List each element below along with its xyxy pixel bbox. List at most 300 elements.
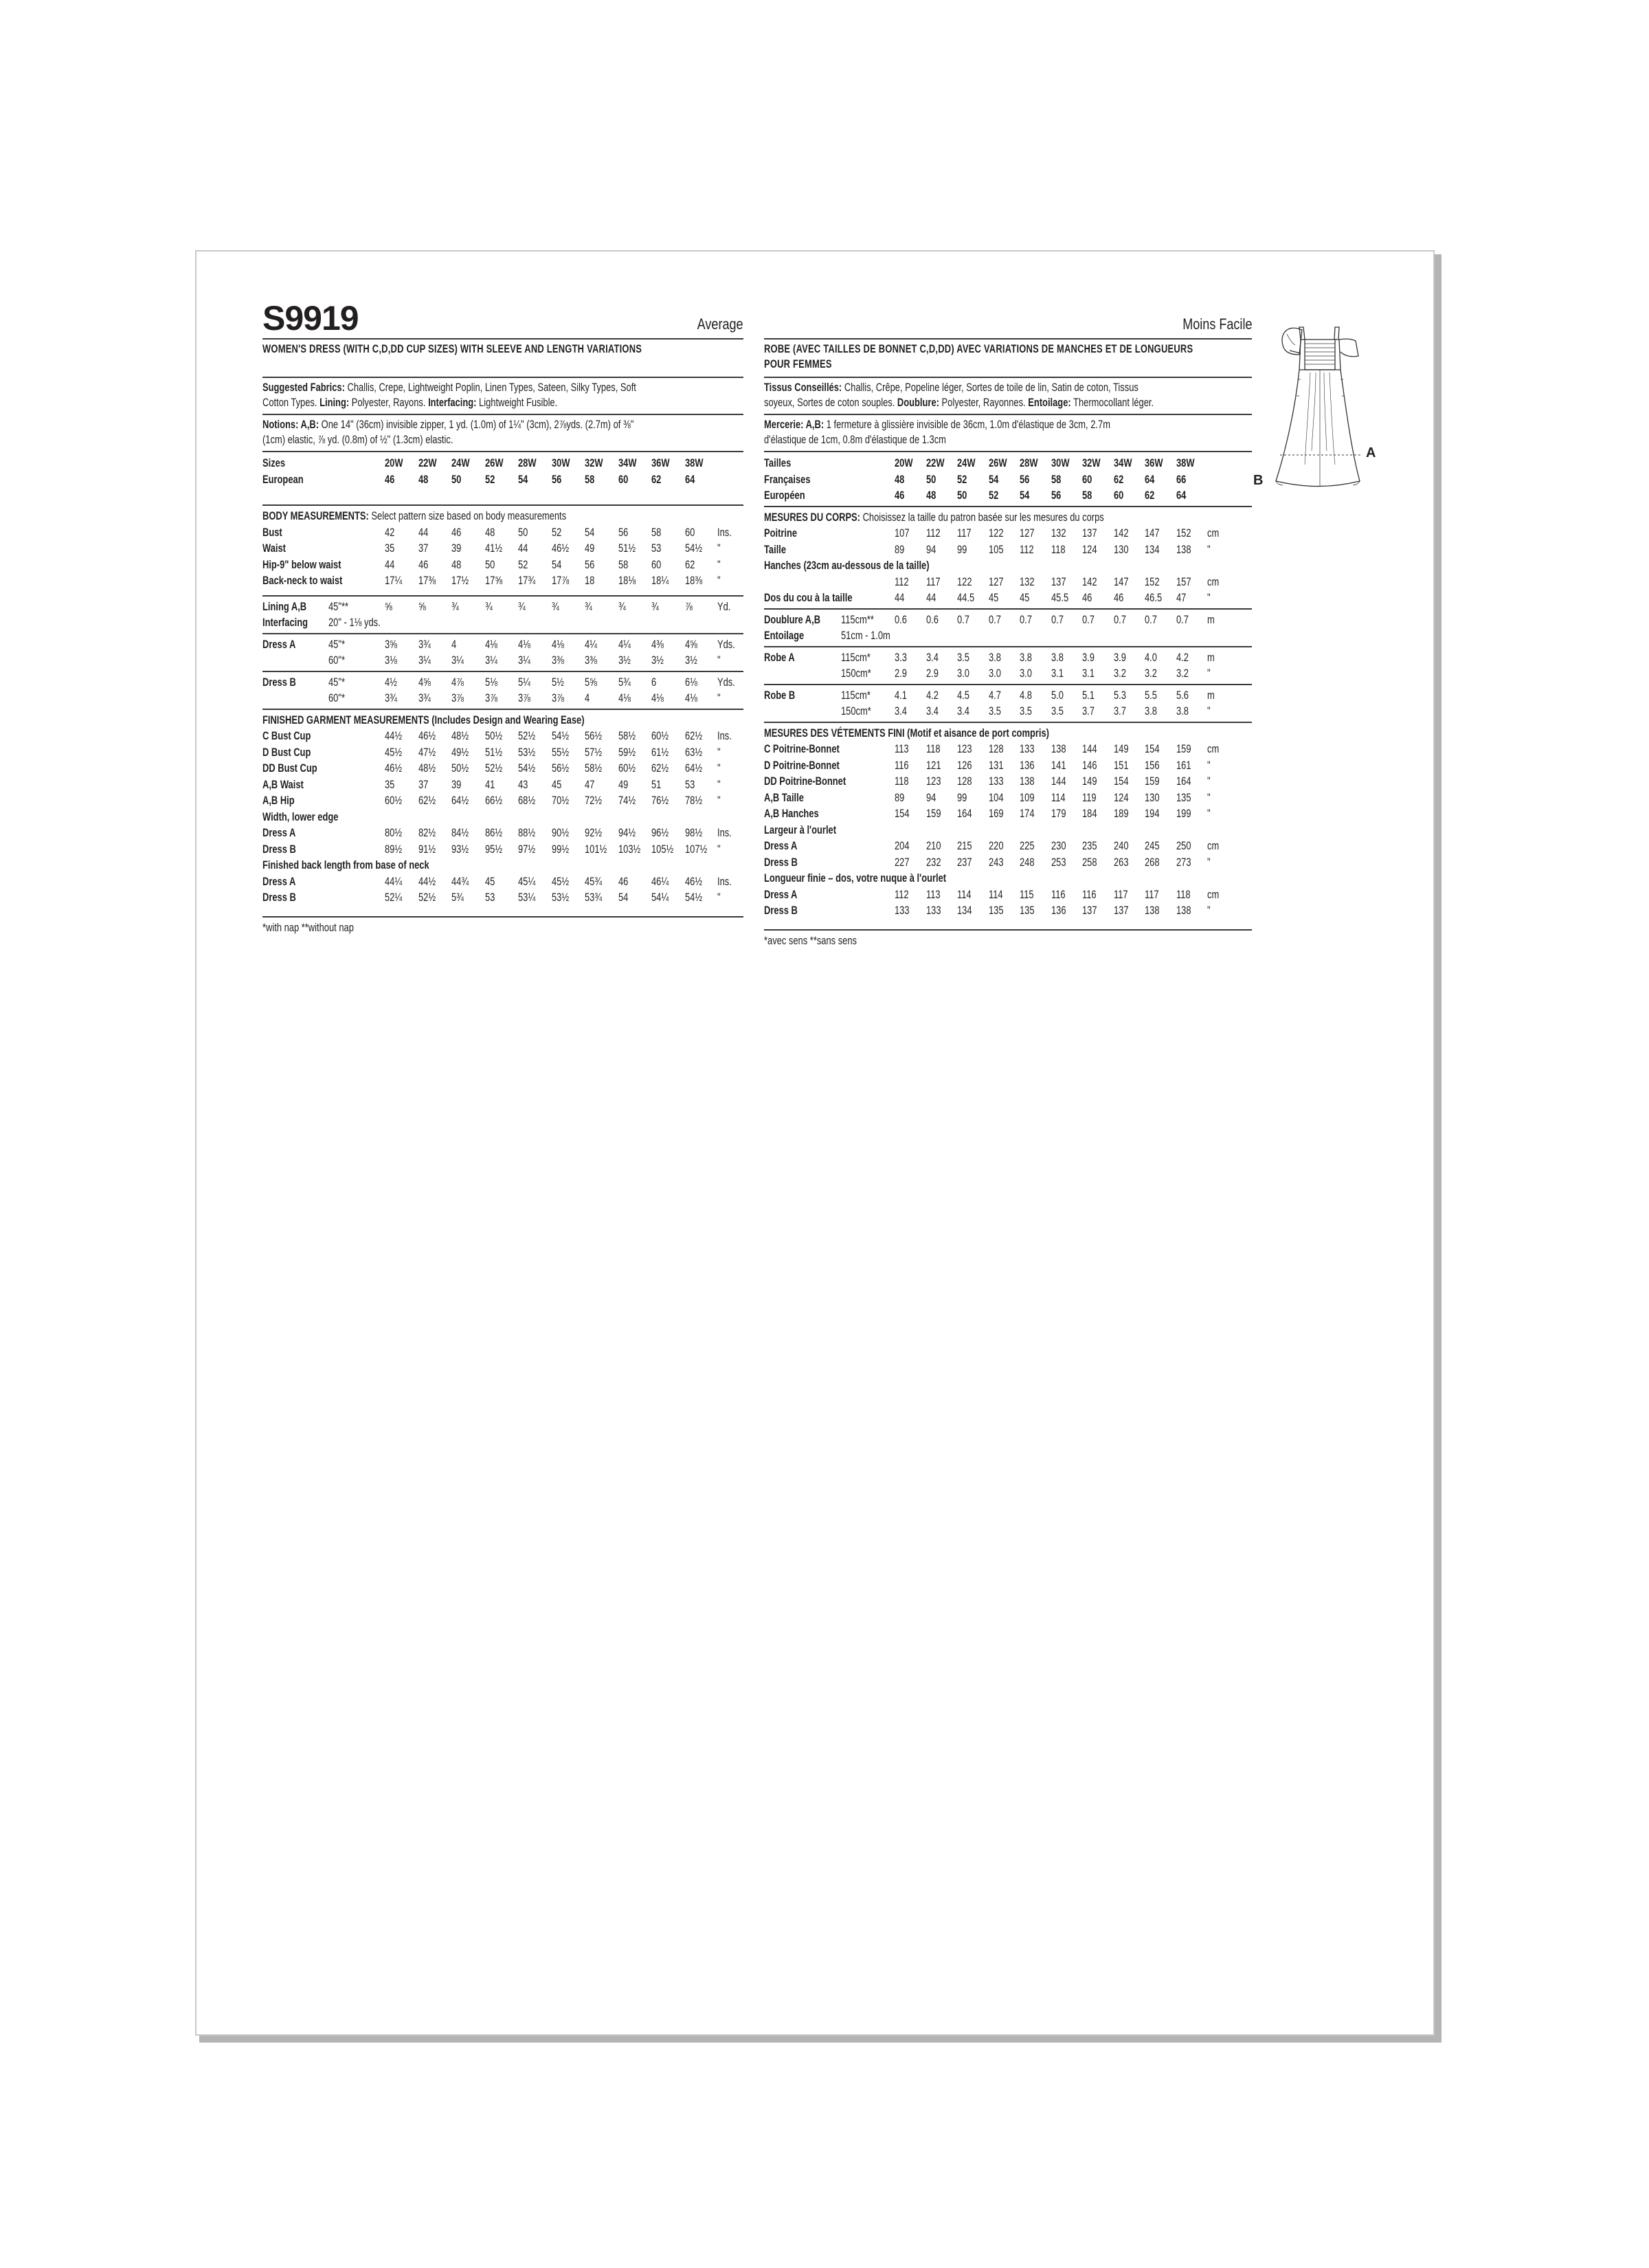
table-cell: 6 <box>651 675 657 689</box>
table-cell: 124 <box>1113 790 1129 804</box>
row-label: Lining A,B <box>262 599 307 613</box>
table-cell: 99 <box>957 542 967 556</box>
unit-label: " <box>1207 904 1211 917</box>
table-cell: 62½ <box>651 761 669 775</box>
table-cell: 273 <box>1176 855 1191 869</box>
table-cell: 53¼ <box>518 891 536 904</box>
table-cell: 0.7 <box>1020 612 1032 626</box>
table-cell: 4⅛ <box>651 691 664 704</box>
row-label: Back-neck to waist <box>262 574 343 587</box>
table-cell: 28W <box>1020 456 1038 469</box>
table-cell: 3.1 <box>1082 667 1095 680</box>
table-cell: ⅞ <box>684 599 693 613</box>
table-cell: 105½ <box>651 842 674 856</box>
fabric-width: 51cm - 1.0m <box>841 629 890 642</box>
table-cell: 0.7 <box>1145 612 1157 626</box>
table-cell: 68½ <box>518 794 536 807</box>
table-cell: 46½ <box>418 729 436 742</box>
table-cell: 96½ <box>651 826 669 839</box>
table-cell: 34W <box>1113 456 1132 469</box>
table-cell: 37 <box>418 542 428 555</box>
table-cell: 174 <box>1020 807 1035 820</box>
row-label: Dress B <box>764 855 798 869</box>
table-row <box>764 887 1259 903</box>
table-cell: 3¼ <box>418 654 431 667</box>
table-cell: 52 <box>988 489 998 502</box>
table-cell: 118 <box>895 775 909 788</box>
table-cell: 0.7 <box>1113 612 1126 626</box>
table-cell: 3.7 <box>1113 704 1126 718</box>
table-cell: 3¾ <box>385 691 397 704</box>
table-row <box>764 902 1259 919</box>
dress-a-yardage-row <box>262 652 743 669</box>
table-cell: 107 <box>895 526 910 540</box>
table-cell: 47 <box>1176 591 1186 604</box>
table-cell: 99 <box>957 790 967 804</box>
table-cell: 60½ <box>385 794 403 807</box>
table-cell: 3¼ <box>451 654 464 667</box>
table-cell: 4.2 <box>926 688 939 702</box>
table-row <box>262 524 743 541</box>
table-cell: 3.4 <box>895 704 907 718</box>
row-label: DD Poitrine-Bonnet <box>764 775 846 788</box>
table-cell: 52 <box>551 525 561 539</box>
table-cell: 58 <box>651 525 662 539</box>
finished-back-length-header: Finished back length from base of neck <box>262 858 429 871</box>
table-cell: 189 <box>1113 807 1129 820</box>
table-cell: 141 <box>1051 758 1066 772</box>
table-cell: 144 <box>1082 742 1097 755</box>
table-cell: 17½ <box>451 574 469 587</box>
table-cell: 44 <box>518 542 528 555</box>
table-cell: 58 <box>618 557 628 571</box>
unit-label: " <box>1207 542 1211 556</box>
table-cell: 52¼ <box>385 891 403 904</box>
tissus-conseilles: Tissus Conseillés: Challis, Crêpe, Popeline léger, Sortes de toile de lin, Satin de coton, Tissus <box>764 381 1138 394</box>
table-cell: 126 <box>957 758 972 772</box>
finished-measurements-header: FINISHED GARMENT MEASUREMENTS (Includes Design and Wearing Ease) <box>262 713 585 726</box>
table-cell: 4⅛ <box>618 691 631 704</box>
table-cell: 4⅞ <box>451 675 464 689</box>
table-row <box>764 805 1259 822</box>
table-cell: 60½ <box>651 729 669 742</box>
table-cell: 24W <box>957 456 976 469</box>
table-cell: 54¼ <box>651 891 669 904</box>
table-cell: 4½ <box>385 675 397 689</box>
table-row <box>262 841 743 858</box>
table-cell: 45 <box>551 777 561 791</box>
table-cell: 3⅞ <box>484 691 497 704</box>
table-cell: 4⅜ <box>651 637 664 651</box>
table-cell: 3⅞ <box>518 691 530 704</box>
table-cell: 4 <box>585 691 590 704</box>
table-cell: 3.9 <box>1082 650 1095 664</box>
table-cell: 52 <box>957 472 967 486</box>
table-cell: 133 <box>895 904 910 917</box>
unit-label: Ins. <box>717 826 732 839</box>
table-cell: 5⅛ <box>484 675 497 689</box>
table-cell: 22W <box>926 456 945 469</box>
table-cell: ¾ <box>518 599 526 613</box>
largeur-ourlet-header: Largeur à l'ourlet <box>764 823 837 836</box>
table-cell: 105 <box>988 542 1004 556</box>
table-cell: 159 <box>1176 742 1191 755</box>
table-cell: 44 <box>418 525 428 539</box>
table-cell: 3¾ <box>418 691 431 704</box>
table-cell: 268 <box>1145 855 1160 869</box>
section-header-text: Select pattern size based on body measurements <box>371 509 567 522</box>
row-label: Sizes <box>262 456 286 469</box>
table-cell: 53 <box>684 777 695 791</box>
table-cell: 46 <box>895 489 905 502</box>
table-cell: 161 <box>1176 758 1191 772</box>
notions-cont: (1cm) elastic, ⅞ yd. (0.8m) of ½" (1.3cm) elastic. <box>262 433 453 446</box>
hanches-header: Hanches (23cm au-dessous de la taille) <box>764 559 930 572</box>
unit-label: " <box>717 557 721 571</box>
row-label: Dress A <box>764 887 798 901</box>
table-cell: 64 <box>1176 489 1186 502</box>
table-cell: 199 <box>1176 807 1191 820</box>
table-cell: 28W <box>518 456 537 469</box>
table-cell: 4⅛ <box>684 691 697 704</box>
table-cell: 114 <box>988 887 1003 901</box>
table-cell: 56½ <box>585 729 603 742</box>
table-row <box>262 557 743 573</box>
table-cell: 121 <box>926 758 941 772</box>
unit-label: " <box>1207 591 1211 604</box>
table-cell: 232 <box>926 855 941 869</box>
difficulty-level-fr: Moins Facile <box>1182 315 1252 333</box>
divider <box>262 451 743 452</box>
unit-label: cm <box>1207 742 1220 755</box>
table-cell: 156 <box>1145 758 1160 772</box>
unit-label: " <box>1207 667 1211 680</box>
table-row <box>764 773 1259 790</box>
table-cell: 128 <box>988 742 1004 755</box>
table-cell: 151 <box>1113 758 1129 772</box>
table-row <box>262 728 743 744</box>
divider <box>764 684 1252 685</box>
table-cell: 114 <box>957 887 972 901</box>
table-cell: 51 <box>651 777 662 791</box>
row-label: Dress B <box>262 675 296 689</box>
table-cell: 44¼ <box>385 874 403 888</box>
table-cell: 5.6 <box>1176 688 1189 702</box>
table-cell: 94 <box>926 542 936 556</box>
notions: Notions: A,B: One 14" (36cm) invisible zipper, 1 yd. (1.0m) of 1¼" (3cm), 2⅞yds. (2.7m) of ⅜" <box>262 418 634 431</box>
unit-label: " <box>1207 704 1211 718</box>
view-b-label: B <box>1253 473 1264 488</box>
table-cell: 54 <box>551 557 561 571</box>
table-cell: 4.8 <box>1020 688 1032 702</box>
row-label: Bust <box>262 525 282 539</box>
table-cell: 60 <box>618 472 628 486</box>
table-cell: 53 <box>651 542 662 555</box>
row-label: DD Bust Cup <box>262 761 317 775</box>
divider <box>262 595 743 597</box>
table-cell: 124 <box>1082 542 1097 556</box>
table-cell: 56 <box>585 557 595 571</box>
table-cell: 146 <box>1082 758 1097 772</box>
table-cell: 48 <box>895 472 905 486</box>
table-cell: 159 <box>1145 775 1160 788</box>
row-label: Robe A <box>764 650 795 664</box>
table-cell: 54½ <box>518 761 536 775</box>
table-cell: 115 <box>1020 887 1034 901</box>
table-cell: 225 <box>1020 839 1035 852</box>
table-cell: 220 <box>988 839 1004 852</box>
table-cell: 41½ <box>484 542 502 555</box>
table-row <box>262 540 743 557</box>
table-cell: 4.2 <box>1176 650 1189 664</box>
table-cell: 263 <box>1113 855 1129 869</box>
table-cell: 3.8 <box>1145 704 1157 718</box>
table-cell: 60 <box>684 525 695 539</box>
table-cell: 3.5 <box>1051 704 1064 718</box>
table-cell: 89 <box>895 790 905 804</box>
table-cell: 4⅛ <box>551 637 564 651</box>
dress-a-yardage-row <box>262 636 743 653</box>
table-row <box>262 744 743 761</box>
table-cell: 17¾ <box>518 574 536 587</box>
table-cell: 109 <box>1020 790 1035 804</box>
table-cell: 164 <box>1176 775 1191 788</box>
unit-label: Ins. <box>717 874 732 888</box>
table-cell: 45¼ <box>518 874 536 888</box>
table-cell: ⅝ <box>385 599 392 613</box>
section-header-bold: MESURES DU CORPS: <box>764 510 860 524</box>
table-cell: 137 <box>1051 575 1066 588</box>
section-header-text: Choisissez la taille du patron basée sur les mesures du corps <box>862 510 1104 524</box>
table-cell: 52 <box>518 557 528 571</box>
mercerie: Mercerie: A,B: 1 fermeture à glissière invisible de 36cm, 1.0m d'élastique de 3cm, 2.7m <box>764 418 1110 431</box>
table-cell: 164 <box>957 807 972 820</box>
table-cell: 119 <box>1082 790 1097 804</box>
table-cell: 118 <box>1051 542 1066 556</box>
table-cell: 5⅝ <box>585 675 597 689</box>
fabric-width: 45"* <box>328 637 345 651</box>
table-cell: 3.8 <box>1020 650 1032 664</box>
table-cell: 157 <box>1176 575 1191 588</box>
table-cell: 48 <box>451 557 462 571</box>
table-cell: 3.4 <box>926 704 939 718</box>
table-cell: 3.5 <box>988 704 1001 718</box>
table-cell: ¾ <box>484 599 493 613</box>
table-cell: 147 <box>1113 575 1129 588</box>
table-cell: 46¼ <box>651 874 669 888</box>
row-label: Dress A <box>764 839 798 852</box>
table-cell: 46 <box>1113 591 1123 604</box>
table-cell: 86½ <box>484 826 502 839</box>
unit-label: " <box>717 745 721 759</box>
table-cell: 94 <box>926 790 936 804</box>
unit-label: m <box>1207 688 1215 702</box>
table-cell: 127 <box>1020 526 1035 540</box>
table-cell: 3.4 <box>957 704 969 718</box>
table-cell: 227 <box>895 855 910 869</box>
table-cell: 0.6 <box>895 612 907 626</box>
fabric-width: 115cm* <box>841 650 871 664</box>
table-cell: 116 <box>1082 887 1097 901</box>
table-cell: 84½ <box>451 826 469 839</box>
table-cell: 50 <box>926 472 936 486</box>
table-cell: 64½ <box>684 761 702 775</box>
fabric-width: 60"* <box>328 691 345 704</box>
unit-label: " <box>717 761 721 775</box>
table-cell: 4⅝ <box>418 675 431 689</box>
divider <box>262 338 743 340</box>
table-cell: 127 <box>988 575 1004 588</box>
table-cell: 3⅞ <box>451 691 464 704</box>
table-cell: 113 <box>895 742 909 755</box>
table-cell: 3.1 <box>1051 667 1064 680</box>
table-cell: 130 <box>1145 790 1160 804</box>
table-cell: 113 <box>926 887 941 901</box>
table-cell: 230 <box>1051 839 1066 852</box>
table-cell: 4¼ <box>618 637 631 651</box>
table-cell: 204 <box>895 839 910 852</box>
table-cell: 54 <box>618 891 628 904</box>
table-cell: 90½ <box>551 826 569 839</box>
table-cell: 17⅞ <box>551 574 569 587</box>
table-cell: 3.7 <box>1082 704 1095 718</box>
view-a-label: A <box>1366 445 1376 460</box>
table-cell: 133 <box>926 904 941 917</box>
table-cell: 3.8 <box>1051 650 1064 664</box>
table-cell: 18⅜ <box>684 574 702 587</box>
table-row <box>764 542 1259 558</box>
table-cell: 248 <box>1020 855 1035 869</box>
table-cell: 50 <box>957 489 967 502</box>
table-cell: 112 <box>926 526 941 540</box>
table-cell: 58 <box>1082 489 1092 502</box>
unit-label: cm <box>1207 526 1220 540</box>
table-cell: 49½ <box>451 745 469 759</box>
lining-row <box>262 599 743 615</box>
table-cell: 26W <box>484 456 504 469</box>
table-cell: 74½ <box>618 794 636 807</box>
table-cell: 122 <box>988 526 1004 540</box>
table-cell: 118 <box>1176 887 1191 901</box>
table-cell: 131 <box>988 758 1004 772</box>
table-cell: 258 <box>1082 855 1097 869</box>
table-cell: 3.9 <box>1113 650 1126 664</box>
table-cell: 30W <box>1051 456 1070 469</box>
table-cell: 58½ <box>618 729 636 742</box>
divider <box>764 414 1252 415</box>
table-cell: 5¼ <box>518 675 530 689</box>
table-cell: 243 <box>988 855 1004 869</box>
table-cell: ¾ <box>551 599 559 613</box>
divider <box>764 338 1252 340</box>
fabric-width: 45"** <box>328 599 349 613</box>
table-cell: 44½ <box>385 729 403 742</box>
table-cell: 46 <box>418 557 428 571</box>
table-cell: 49 <box>618 777 628 791</box>
unit-label: Ins. <box>717 525 732 539</box>
table-cell: 179 <box>1051 807 1066 820</box>
table-cell: 3.8 <box>988 650 1001 664</box>
table-cell: 117 <box>1145 887 1159 901</box>
robe-a-yardage-row <box>764 665 1259 682</box>
table-cell: 80½ <box>385 826 403 839</box>
row-label: Dress A <box>262 637 296 651</box>
table-cell: 138 <box>1176 904 1191 917</box>
table-cell: 3½ <box>618 654 631 667</box>
table-cell: 112 <box>1020 542 1034 556</box>
dress-illustration <box>1241 300 1420 506</box>
table-cell: 50 <box>484 557 495 571</box>
unit-label: Yd. <box>717 599 731 613</box>
table-cell: 130 <box>1113 542 1129 556</box>
row-label: Waist <box>262 542 286 555</box>
dress-b-yardage-row <box>262 690 743 707</box>
mesures-du-corps-header <box>764 509 1104 526</box>
table-cell: 134 <box>957 904 972 917</box>
fabric-width: 115cm** <box>841 612 874 626</box>
table-cell: 169 <box>988 807 1004 820</box>
unit-label: " <box>717 691 721 704</box>
table-cell: 30W <box>551 456 570 469</box>
pattern-number: S9919 <box>262 299 359 337</box>
table-cell: 66 <box>1176 472 1186 486</box>
table-cell: 22W <box>418 456 437 469</box>
table-cell: 58½ <box>585 761 603 775</box>
table-cell: 133 <box>988 775 1004 788</box>
table-cell: 116 <box>1051 887 1066 901</box>
table-cell: 46 <box>1082 591 1092 604</box>
table-cell: 2.9 <box>926 667 939 680</box>
table-cell: 45 <box>1020 591 1030 604</box>
row-label: A,B Hanches <box>764 807 819 820</box>
difficulty-level: Average <box>697 315 743 333</box>
unit-label: " <box>1207 855 1211 869</box>
row-label: Françaises <box>764 472 811 486</box>
table-cell: 54 <box>518 472 528 486</box>
divider <box>764 608 1252 610</box>
table-cell: 44.5 <box>957 591 975 604</box>
table-cell: 50½ <box>484 729 502 742</box>
garment-title-fr-cont: POUR FEMMES <box>764 357 832 370</box>
row-label: C Bust Cup <box>262 729 311 742</box>
row-label: Poitrine <box>764 526 798 540</box>
divider <box>764 929 1252 931</box>
table-cell: 17⅝ <box>484 574 502 587</box>
unit-label: " <box>1207 807 1211 820</box>
table-cell: 3.3 <box>895 650 907 664</box>
table-cell: 61½ <box>651 745 669 759</box>
table-cell: 39 <box>451 777 462 791</box>
table-cell: 56½ <box>551 761 569 775</box>
table-cell: 45¾ <box>585 874 603 888</box>
table-cell: 78½ <box>684 794 702 807</box>
table-cell: 128 <box>957 775 972 788</box>
table-cell: 50½ <box>451 761 469 775</box>
table-cell: 48 <box>484 525 495 539</box>
table-cell: 63½ <box>684 745 702 759</box>
table-cell: 133 <box>1020 742 1035 755</box>
table-cell: 137 <box>1082 904 1097 917</box>
table-cell: 4 <box>451 637 457 651</box>
body-measurements-header <box>262 508 566 524</box>
robe-a-yardage-row <box>764 649 1259 666</box>
fabric-width: 150cm* <box>841 704 871 718</box>
garment-title-fr: ROBE (AVEC TAILLES DE BONNET C,D,DD) AVEC VARIATIONS DE MANCHES ET DE LONGUEURS <box>764 342 1193 355</box>
table-cell: 3½ <box>651 654 664 667</box>
row-label: Européen <box>764 489 805 502</box>
table-cell: 64½ <box>451 794 469 807</box>
table-cell: 4⅝ <box>684 637 697 651</box>
